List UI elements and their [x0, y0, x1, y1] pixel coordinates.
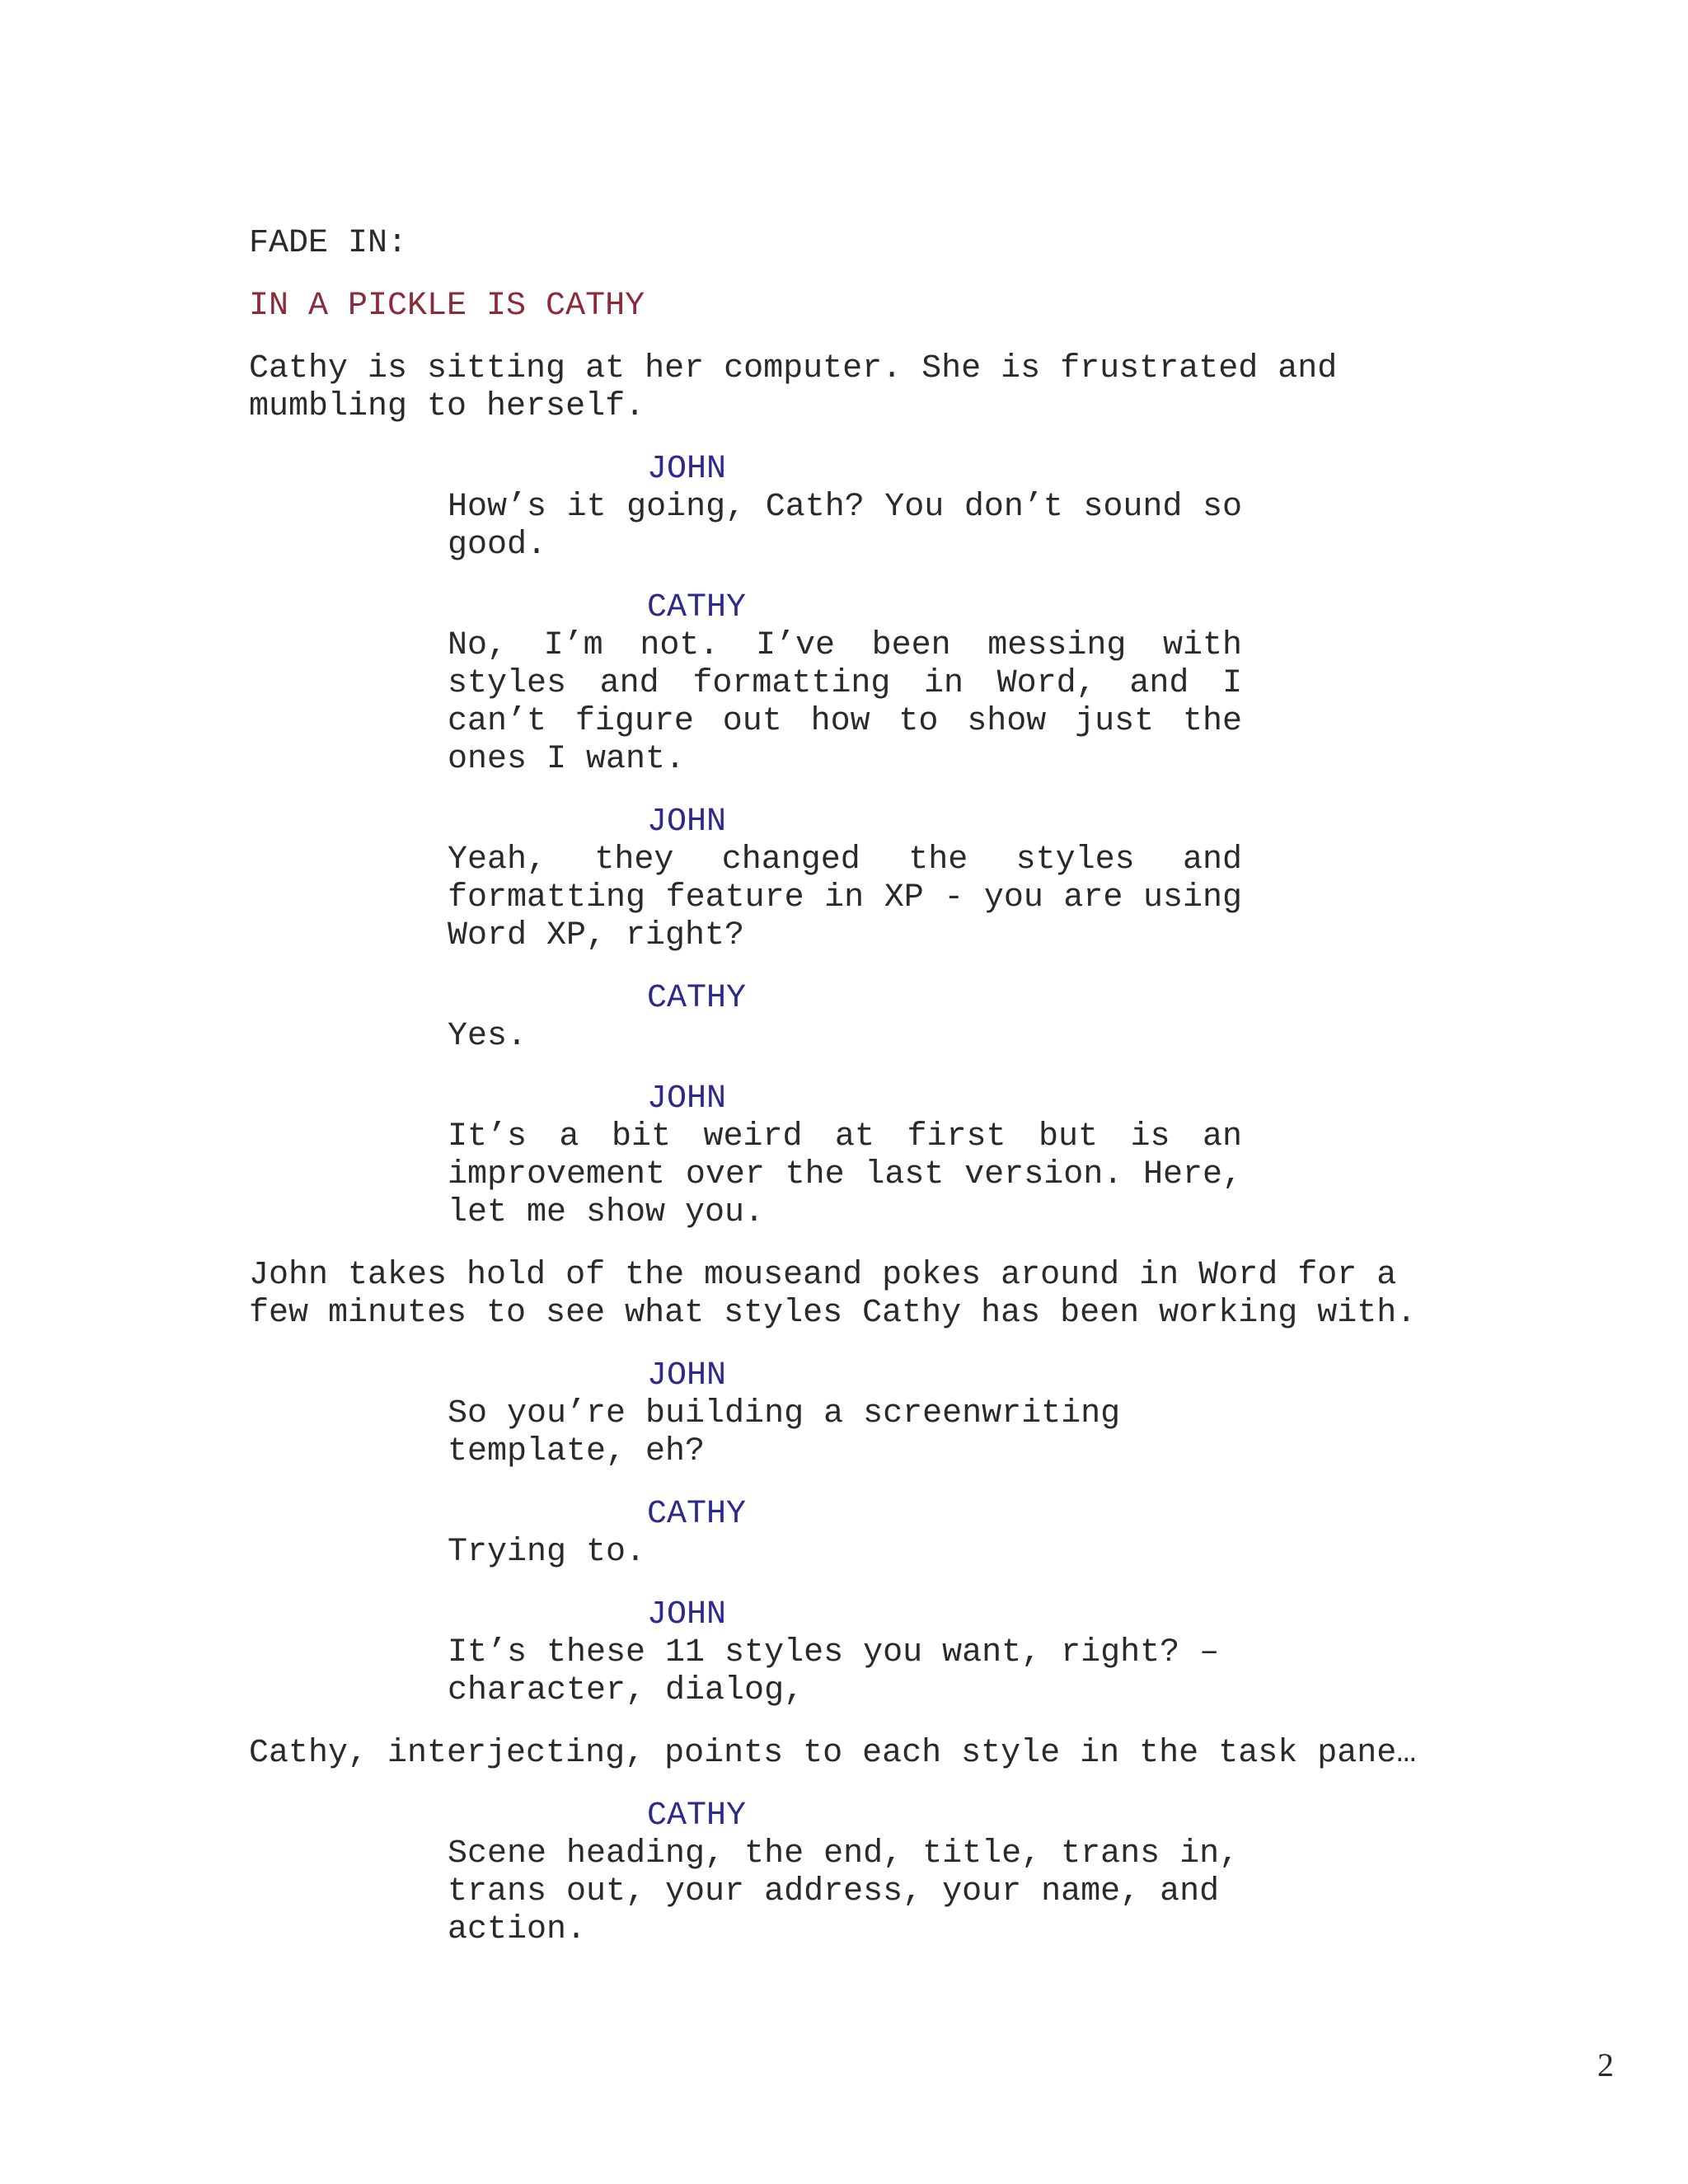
dialog-text: Yeah, they changed the styles and formatting feature in XP - you are using Word XP, right? [448, 841, 1242, 954]
dialog-text: How’s it going, Cath? You don’t sound so good. [448, 489, 1242, 564]
character-name: JOHN [647, 804, 727, 841]
transition-fade-in: FADE IN: [249, 225, 408, 262]
dialog-text: It’s these 11 styles you want, right? – character, dialog, [448, 1634, 1220, 1709]
dialog-block [249, 451, 1444, 565]
dialog-text: Scene heading, the end, title, trans in, trans out, your address, your name, and action. [448, 1835, 1240, 1948]
character-name: JOHN [647, 1080, 727, 1118]
dialog-block [249, 980, 1444, 1056]
dialog-block [249, 1797, 1444, 1949]
character-name: CATHY [647, 589, 747, 626]
scene-heading: IN A PICKLE IS CATHY [249, 288, 645, 325]
action-paragraph: Cathy is sitting at her computer. She is frustrated and mumbling to herself. [249, 350, 1338, 425]
character-name: JOHN [647, 451, 727, 488]
character-name: CATHY [647, 980, 747, 1017]
dialog-text: It’s a bit weird at first but is an improvement over the last version. Here, let me show you. [448, 1118, 1242, 1231]
page-number: 2 [1597, 2046, 1614, 2083]
dialog-block [249, 1496, 1444, 1572]
dialog-block [249, 1357, 1444, 1471]
character-name: JOHN [647, 1596, 727, 1633]
action-paragraph: Cathy, interjecting, points to each style in the task pane… [249, 1735, 1417, 1772]
dialog-block [249, 804, 1444, 955]
dialog-text: So you’re building a screenwriting template, eh? [448, 1395, 1121, 1470]
action-paragraph: John takes hold of the mouseand pokes around in Word for a few minutes to see what styles Cathy has been working with. [249, 1257, 1417, 1332]
dialog-text: No, I’m not. I’ve been messing with styles and formatting in Word, and I can’t figure out how to show just the ones I want. [448, 627, 1242, 778]
character-name: CATHY [647, 1797, 747, 1835]
character-name: JOHN [647, 1357, 727, 1394]
screenplay-body [249, 225, 1444, 1974]
dialog-block [249, 1080, 1444, 1232]
dialog-block [249, 589, 1444, 779]
dialog-block [249, 1596, 1444, 1710]
dialog-text: Yes. [448, 1018, 528, 1055]
character-name: CATHY [647, 1496, 747, 1533]
dialog-text: Trying to. [448, 1534, 646, 1571]
